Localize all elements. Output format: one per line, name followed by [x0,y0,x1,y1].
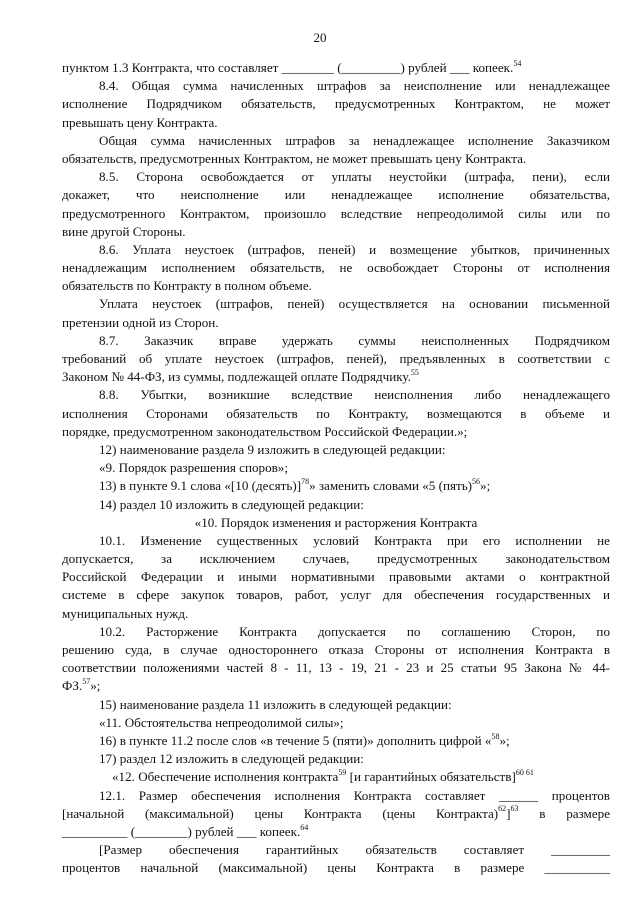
text-line [62,787,610,805]
text-line [62,314,610,332]
text-line [62,605,610,623]
line-text: процентов начальной (максимальной) цены Контракта в размере __________ [62,860,610,876]
line-text: превышать цену Контракта. [62,114,218,130]
line-text: »; [90,678,101,694]
text-line [62,114,610,132]
footnote-ref: 54 [513,58,522,68]
text-line [62,805,610,823]
text-line [62,859,610,877]
line-text: [и гарантийных обязательств] [346,769,516,785]
line-text: системе в сфере закупок товаров, работ, услуг для обеспечения государственных и [62,587,610,603]
footnote-ref: 56 [472,476,481,486]
line-text: порядке, предусмотренном законодательством Российской Федерации.»; [62,423,468,439]
line-text: обязательств по Контракту в полном объеме. [62,278,312,294]
text-line [62,405,610,423]
footnote-ref: 60 61 [515,767,534,777]
line-text: Законом № 44-ФЗ, из суммы, подлежащей оплате Подрядчику. [62,369,411,385]
text-line [62,750,610,768]
line-text: вине другой Стороны. [62,223,186,239]
line-text: 10.2. Расторжение Контракта допускается по соглашению Сторон, по [99,623,610,639]
footnote-ref: 64 [300,822,309,832]
line-text: в размере [518,805,611,821]
text-line [62,223,610,241]
line-text: 8.4. Общая сумма начисленных штрафов за неисполнение или ненадлежащее [99,78,610,94]
text-line [62,368,610,386]
line-text: предусмотренного Контрактом, произошло вследствие непреодолимой силы или по [62,205,610,221]
line-text: 16) в пункте 11.2 после слов «в течение 5 (пяти)» дополнить цифрой « [99,732,492,748]
line-text: «9. Порядок разрешения споров»; [99,460,288,476]
line-text: __________ (________) рублей ___ копеек. [62,823,301,839]
text-line [62,423,610,441]
text-line [62,350,610,368]
text-line [62,696,610,714]
text-line [62,641,610,659]
footnote-ref: 55 [410,367,419,377]
text-line [62,259,610,277]
line-text: обязательств, предусмотренных Контрактом, не может превышать цену Контракта. [62,150,527,166]
line-text: ненадлежащим исполнением обязательств, не освобождает Стороны от исполнения [62,260,610,276]
text-line [62,532,610,550]
text-line [62,168,610,186]
line-text: претензии одной из Сторон. [62,314,219,330]
text-line [62,186,610,204]
text-line [62,514,610,532]
text-line [62,623,610,641]
line-text: исполнение Подрядчиком обязательств, предусмотренных Контрактом, не может [62,96,610,112]
text-line [62,77,610,95]
line-text: ФЗ. [62,678,83,694]
line-text: 17) раздел 12 изложить в следующей редакции: [99,751,364,767]
line-text: 13) в пункте 9.1 слова «[10 (десять)] [99,478,302,494]
line-text: пунктом 1.3 Контракта, что составляет ________ (_________) рублей ___ копеек. [62,60,514,75]
text-line [62,386,610,404]
line-text: 8.6. Уплата неустоек (штрафов, пеней) и возмещение убытков, причиненных [99,241,610,257]
text-line [62,95,610,113]
footnote-ref: 59 [338,767,347,777]
line-text: соответствии положениями частей 8 - 11, 13 - 19, 21 - 23 и 25 статьи 95 Закона № 44- [62,660,610,676]
text-line [62,550,610,568]
text-line [62,732,610,750]
line-text: 12.1. Размер обеспечения исполнения Контракта составляет ______ процентов [99,787,610,803]
line-text: »; [499,732,510,748]
text-line [62,332,610,350]
text-line [62,568,610,586]
line-text: Общая сумма начисленных штрафов за ненадлежащее исполнение Заказчиком [99,132,610,148]
line-text: докажет, что неисполнение или ненадлежащее исполнение обязательства, [62,187,610,203]
line-text: ] [506,805,511,821]
line-text: [начальной (максимальной) цены Контракта (цены Контракта) [62,805,499,821]
text-line [62,241,610,259]
line-text: исполнения Сторонами обязательств по Контракту, возмещаются в объеме и [62,405,610,421]
line-text: муниципальных нужд. [62,605,189,621]
text-line [62,714,610,732]
text-line [62,823,610,841]
text-line [62,277,610,295]
text-line [62,459,610,477]
line-text: «11. Обстоятельства непреодолимой силы»; [99,714,344,730]
line-text: 14) раздел 10 изложить в следующей редакции: [99,496,364,512]
line-text: »; [480,478,491,494]
line-text: 12) наименование раздела 9 изложить в следующей редакции: [99,441,446,457]
text-line [62,205,610,223]
line-text: «12. Обеспечение исполнения контракта [112,769,339,785]
footnote-ref: 57 [82,677,91,687]
line-text: [Размер обеспечения гарантийных обязательств составляет _________ [99,842,610,858]
text-line [62,132,610,150]
text-line [62,477,610,495]
line-text: «10. Порядок изменения и расторжения Контракта [194,514,478,530]
text-line [62,659,610,677]
text-line [62,586,610,604]
footnote-ref: 63 [510,804,519,814]
line-text: решению суда, в случае одностороннего отказа Стороны от исполнения Контракта в [62,642,610,657]
footnote-ref: 62 [498,804,507,814]
footnote-ref: 58 [491,731,500,741]
line-text: требований об уплате неустоек (штрафов, пеней), предъявленных в соответствии с [62,351,610,366]
text-line [62,496,610,514]
footnote-ref: 78 [301,476,310,486]
text-line [62,150,610,168]
line-text: Уплата неустоек (штрафов, пеней) осуществляется на основании письменной [99,296,610,312]
page-number: 20 [313,30,327,45]
line-text: Российской Федерации и иными нормативными правовыми актами о контрактной [62,569,610,585]
text-line [62,59,610,77]
text-line [62,768,610,786]
line-text: 8.7. Заказчик вправе удержать суммы неисполненных Подрядчиком [99,332,610,348]
line-text: 10.1. Изменение существенных условий Контракта при его исполнении не [99,532,610,548]
text-line [62,677,610,695]
line-text: 8.5. Сторона освобождается от уплаты неустойки (штрафа, пени), если [99,169,610,185]
line-text: » заменить словами «5 (пять) [309,478,473,494]
line-text: допускается, за исключением случаев, предусмотренных законодательством [62,551,610,567]
text-line [62,441,610,459]
line-text: 15) наименование раздела 11 изложить в следующей редакции: [99,696,452,712]
text-line [62,295,610,313]
line-text: 8.8. Убытки, возникшие вследствие неисполнения либо ненадлежащего [99,387,610,403]
text-line [62,841,610,859]
document-body [62,59,610,877]
